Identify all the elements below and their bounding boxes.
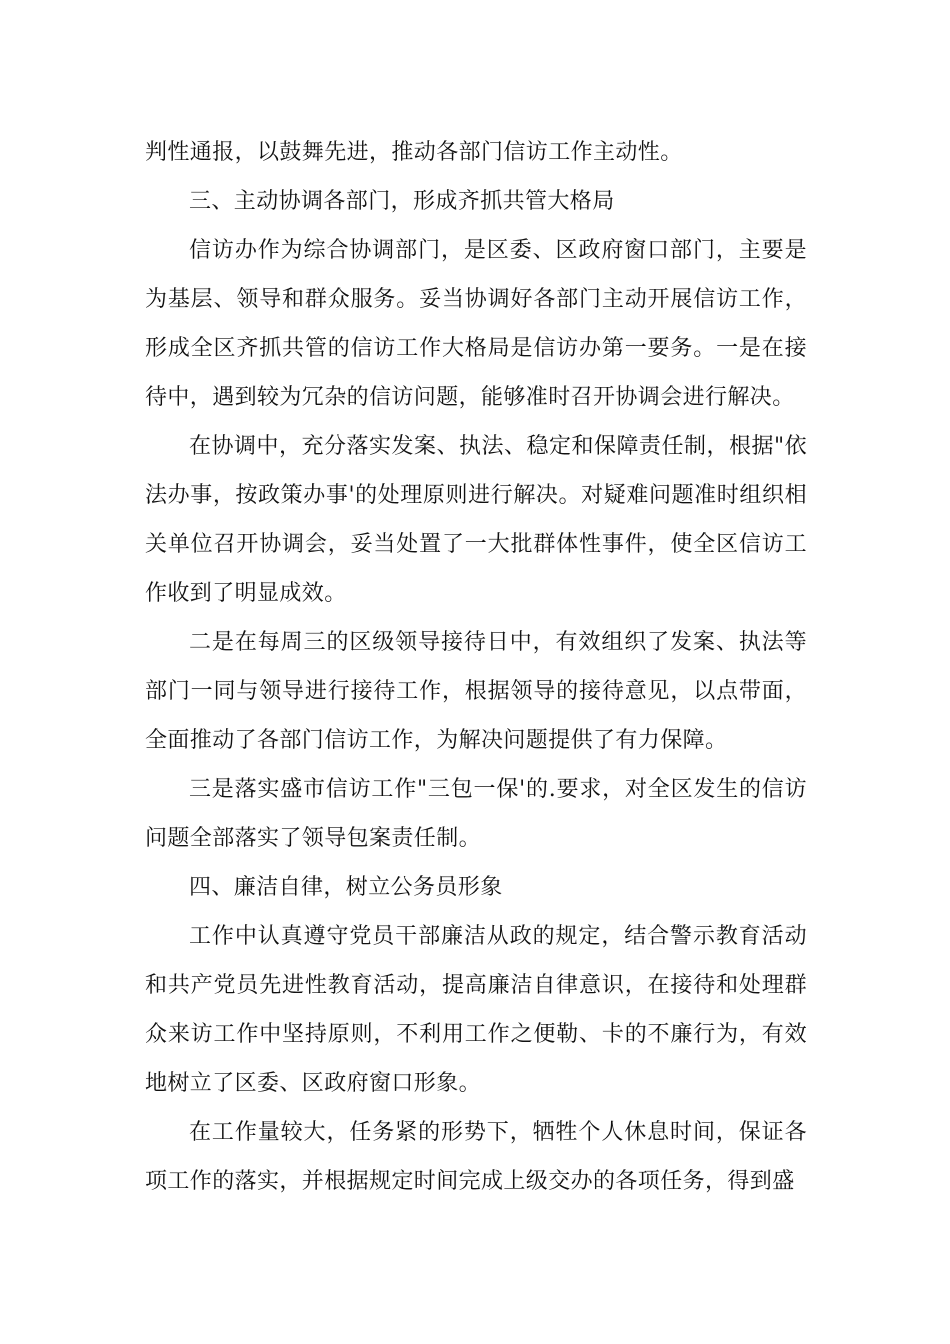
paragraph: 二是在每周三的区级领导接待日中，有效组织了发案、执法等部门一同与领导进行接待工作，根据领导的接待意见，以点带面，全面推动了各部门信访工作，为解决问题提供了有力保障。 — [145, 630, 807, 753]
section-heading-3: 三、主动协调各部门，形成齐抓共管大格局 — [189, 189, 615, 214]
document-body — [145, 128, 807, 1206]
paragraph: 三是落实盛市信访工作"三包一保'的.要求，对全区发生的信访问题全部落实了领导包案责任制。 — [145, 777, 807, 851]
paragraph: 在工作量较大，任务紧的形势下，牺牲个人休息时间，保证各项工作的落实，并根据规定时间完成上级交办的各项任务，得到盛 — [145, 1120, 807, 1194]
section-heading-4: 四、廉洁自律，树立公务员形象 — [189, 875, 503, 900]
paragraph: 信访办作为综合协调部门，是区委、区政府窗口部门，主要是为基层、领导和群众服务。妥当协调好各部门主动开展信访工作，形成全区齐抓共管的信访工作大格局是信访办第一要务。一是在接待中，遇到较为冗杂的信访问题，能够准时召开协调会进行解决。 — [145, 238, 807, 410]
paragraph: 在协调中，充分落实发案、执法、稳定和保障责任制，根据"依法办事，按政策办事'的处理原则进行解决。对疑难问题准时组织相关单位召开协调会，妥当处置了一大批群体性事件，使全区信访工作收到了明显成效。 — [145, 434, 807, 606]
paragraph-continuation: 判性通报，以鼓舞先进，推动各部门信访工作主动性。 — [145, 140, 683, 165]
paragraph: 工作中认真遵守党员干部廉洁从政的规定，结合警示教育活动和共产党员先进性教育活动，提高廉洁自律意识，在接待和处理群众来访工作中坚持原则，不利用工作之便勒、卡的不廉行为，有效地树立了区委、区政府窗口形象。 — [145, 924, 807, 1096]
